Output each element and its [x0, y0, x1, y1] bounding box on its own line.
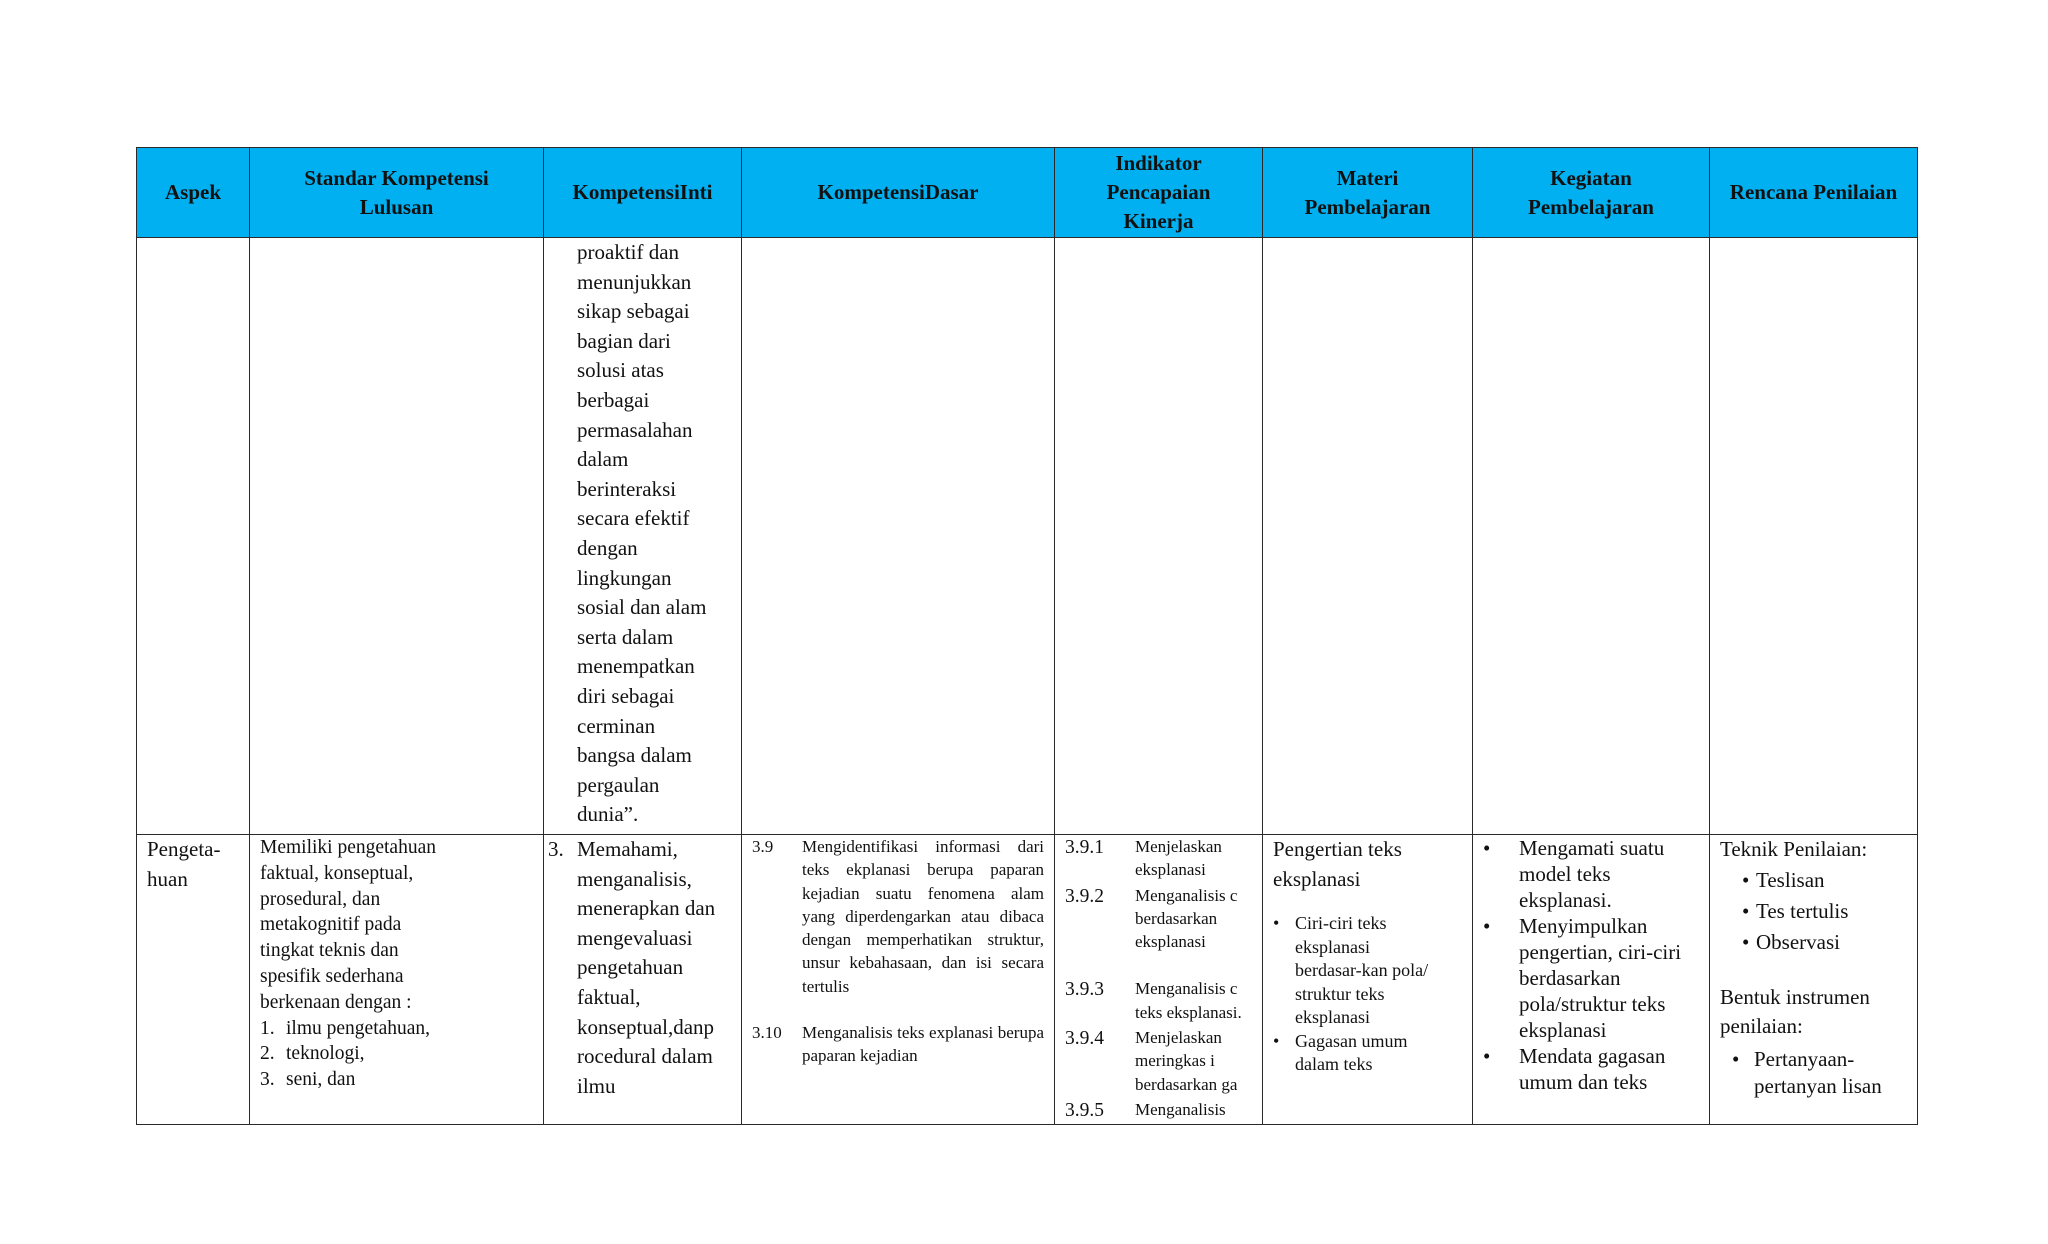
- ki-continuation-line: secara efektif: [577, 506, 690, 531]
- indikator-number: 3.9.5: [1065, 1099, 1104, 1121]
- ki-continuation-line: solusi atas: [577, 358, 664, 383]
- ki-continuation-line: permasalahan: [577, 417, 693, 442]
- kegiatan-line: berdasarkan: [1519, 966, 1621, 990]
- indikator-line: berdasarkan ga: [1135, 1074, 1238, 1094]
- indikator-number: 3.9.1: [1065, 837, 1104, 858]
- indikator-text: [1135, 835, 1262, 882]
- ki-line: konseptual,danp: [577, 1014, 715, 1039]
- ki-continuation-line: diri sebagai: [577, 683, 675, 708]
- ki-continuation-line: berbagai: [577, 387, 650, 412]
- ki-continuation-line: dalam: [577, 447, 629, 472]
- penilaian-cell: [1710, 835, 1918, 1125]
- indikator-line: Menjelaskan: [1135, 1028, 1222, 1048]
- header-indikator: Indikator Pencapaian Kinerja: [1055, 148, 1263, 238]
- materi-intro-line: Pengertian teks: [1273, 837, 1402, 861]
- header-kompetensi-dasar: KompetensiDasar: [742, 148, 1055, 238]
- indikator-number: 3.9.3: [1065, 979, 1104, 1001]
- ki-line: mengevaluasi: [577, 925, 693, 950]
- header-row: [137, 148, 1918, 238]
- cell-empty: [1055, 238, 1263, 835]
- penilaian-teknik-item: • Teslisan: [1742, 865, 1911, 896]
- kegiatan-line: pola/struktur teks: [1519, 992, 1666, 1016]
- aspek-line: huan: [147, 866, 188, 891]
- skl-line: berkenaan dengan :: [260, 991, 412, 1013]
- skl-line: spesifik sederhana: [260, 965, 404, 987]
- continuation-row: [137, 238, 1918, 835]
- penilaian-teknik-item: • Observasi: [1742, 927, 1911, 958]
- ki-line: menganalisis,: [577, 866, 692, 891]
- skl-line: Memiliki pengetahuan: [260, 837, 436, 858]
- materi-intro: [1273, 835, 1466, 894]
- ki-continuation-line: menempatkan: [577, 654, 695, 679]
- kegiatan-item: [1483, 835, 1703, 913]
- ki-continuation-line: sikap sebagai: [577, 299, 690, 324]
- ki-continuation-line: pergaulan: [577, 772, 660, 797]
- penilaian-bentuk-label: [1720, 983, 1911, 1042]
- kd-text: Menganalisis teks explanasi berupa paparan kejadian: [802, 1023, 1044, 1066]
- ki-continuation-line: dengan: [577, 535, 638, 560]
- kegiatan-list: [1483, 835, 1703, 1095]
- ki-continuation-line: bangsa dalam: [577, 743, 692, 768]
- skl-line: prosedural, dan: [260, 888, 381, 910]
- header-materi: Materi Pembelajaran: [1263, 148, 1473, 238]
- ki-line: ilmu: [577, 1073, 616, 1098]
- skl-list-item: [260, 1041, 537, 1067]
- indikator-text: [1135, 884, 1262, 954]
- materi-line: eksplanasi: [1295, 936, 1370, 957]
- indikator-text: [1135, 1098, 1262, 1124]
- ki-continuation-line: lingkungan: [577, 565, 672, 590]
- ki-line: rocedural dalam: [577, 1044, 713, 1069]
- kegiatan-line: umum dan teks: [1519, 1070, 1648, 1094]
- skl-list-number: 2.: [260, 1043, 275, 1065]
- penilaian-bentuk-label-line: penilaian:: [1720, 1014, 1803, 1039]
- indikator-number: 3.9.2: [1065, 885, 1104, 907]
- skl-list-item: [260, 1067, 537, 1093]
- ki-continuation-line: proaktif dan: [577, 240, 680, 264]
- materi-list-item: [1273, 1030, 1466, 1077]
- skl-list-number: 1.: [260, 1017, 275, 1039]
- header-kompetensi-inti: KompetensiInti: [544, 148, 742, 238]
- kd-text: Mengidentifikasi informasi dari teks ekplanasi berupa paparan kejadian suatu fenomena alam yang diperdengarkan atau dibaca dengan memperhatikan struktur, unsur kebahasaan, dan isi secara tertulis: [802, 837, 1044, 996]
- cell-empty: [1710, 238, 1918, 835]
- indikator-item: [1065, 835, 1262, 882]
- cell-empty: [742, 238, 1055, 835]
- indikator-line: Menganalisis c: [1135, 979, 1238, 999]
- kegiatan-line: • Menyimpulkan: [1519, 914, 1648, 938]
- kd-cell: [742, 835, 1055, 1125]
- skl-line: metakognitif pada: [260, 914, 402, 936]
- kegiatan-line: pengertian, ciri-ciri: [1519, 940, 1682, 964]
- kegiatan-line: model teks: [1519, 862, 1611, 886]
- kegiatan-cell: [1473, 835, 1710, 1125]
- header-aspek: Aspek: [137, 148, 250, 238]
- ki-continuation-line: dunia”.: [577, 802, 639, 827]
- kd-item: [752, 1021, 1044, 1068]
- ki-continuation-cell: [544, 238, 742, 835]
- ki-continuation-line: sosial dan alam: [577, 595, 707, 620]
- skl-line: faktual, konseptual,: [260, 862, 414, 884]
- indikator-line: eksplanasi: [1135, 932, 1206, 952]
- kd-number: 3.10: [752, 1023, 782, 1043]
- materi-line: dalam teks: [1295, 1054, 1373, 1075]
- aspek-line: Pengeta-: [147, 837, 221, 861]
- indikator-item: [1065, 884, 1262, 954]
- materi-line: • Ciri-ciri teks: [1295, 913, 1387, 934]
- penilaian-bentuk-line: pertanyan lisan: [1754, 1073, 1882, 1098]
- materi-line: struktur teks: [1295, 983, 1385, 1004]
- indikator-item: [1065, 977, 1262, 1024]
- pengetahuan-row: [137, 835, 1918, 1125]
- header-standar-kompetensi-lulusan: Standar Kompetensi Lulusan: [250, 148, 544, 238]
- penilaian-teknik-label: Teknik Penilaian:: [1720, 837, 1868, 861]
- kegiatan-line: eksplanasi.: [1519, 888, 1612, 912]
- indikator-item: [1065, 1026, 1262, 1096]
- kegiatan-line: • Mengamati suatu: [1519, 836, 1665, 860]
- aspek-cell: [137, 835, 250, 1125]
- ki-continuation-line: menunjukkan: [577, 269, 692, 294]
- indikator-cell: [1055, 835, 1263, 1125]
- ki-continuation-text: [544, 238, 741, 834]
- kd-number: 3.9: [752, 837, 774, 856]
- cell-empty: [250, 238, 544, 835]
- ki-line: faktual,: [577, 984, 641, 1009]
- indikator-line: meringkas i: [1135, 1051, 1215, 1071]
- skl-list-text: ilmu pengetahuan,: [286, 1017, 431, 1039]
- materi-line: berdasar-kan pola/: [1295, 960, 1429, 981]
- materi-line: • Gagasan umum: [1295, 1030, 1408, 1051]
- ki-line: pengetahuan: [577, 955, 684, 980]
- ki-continuation-line: serta dalam: [577, 624, 674, 649]
- header-rencana-penilaian: Rencana Penilaian: [1710, 148, 1918, 238]
- cell-empty: [1473, 238, 1710, 835]
- header-kegiatan: Kegiatan Pembelajaran: [1473, 148, 1710, 238]
- ki-line: Memahami,: [577, 837, 678, 861]
- kegiatan-line: eksplanasi: [1519, 1018, 1607, 1042]
- materi-intro-line: eksplanasi: [1273, 866, 1361, 891]
- indikator-line: teks eksplanasi.: [1135, 1002, 1242, 1022]
- cell-empty: [1263, 238, 1473, 835]
- skl-list-text: teknologi,: [286, 1043, 365, 1065]
- cell-empty: [137, 238, 250, 835]
- ki-continuation-line: berinteraksi: [577, 476, 677, 501]
- indikator-item: [1065, 1098, 1262, 1124]
- materi-cell: [1263, 835, 1473, 1125]
- penilaian-bentuk-list: [1720, 1046, 1911, 1100]
- indikator-line: eksplanasi: [1135, 860, 1206, 880]
- indikator-line: Menganalisis c: [1135, 885, 1238, 905]
- skl-list-number: 3.: [260, 1069, 275, 1091]
- kegiatan-line: • Mendata gagasan: [1519, 1044, 1666, 1068]
- skl-cell: [250, 835, 544, 1125]
- penilaian-bentuk-label-line: Bentuk instrumen: [1720, 984, 1870, 1009]
- ki-number: 3.: [548, 837, 564, 861]
- skl-line: tingkat teknis dan: [260, 940, 399, 962]
- ki-line: menerapkan dan: [577, 896, 716, 921]
- indikator-line: Menganalisis: [1135, 1099, 1226, 1119]
- indikator-text: [1135, 1026, 1262, 1096]
- ki-continuation-line: bagian dari: [577, 328, 671, 353]
- materi-line: eksplanasi: [1295, 1007, 1370, 1028]
- skl-list-item: [260, 1016, 537, 1042]
- kegiatan-item: [1483, 913, 1703, 1043]
- kegiatan-item: [1483, 1043, 1703, 1095]
- penilaian-teknik-list: [1720, 865, 1911, 958]
- rpp-table: [136, 147, 1918, 1125]
- indikator-line: berdasarkan: [1135, 908, 1218, 928]
- penilaian-bentuk-item: [1732, 1046, 1911, 1100]
- kd-item: [752, 835, 1044, 998]
- materi-list: [1273, 912, 1466, 1077]
- indikator-text: [1135, 977, 1262, 1024]
- skl-list-text: seni, dan: [286, 1069, 356, 1091]
- penilaian-teknik-item: • Tes tertulis: [1742, 896, 1911, 927]
- ki-cell: [544, 835, 742, 1125]
- indikator-number: 3.9.4: [1065, 1028, 1104, 1050]
- penilaian-bentuk-line: • Pertanyaan-: [1754, 1046, 1855, 1071]
- materi-list-item: [1273, 912, 1466, 1030]
- ki-continuation-line: cerminan: [577, 713, 656, 738]
- indikator-line: Menjelaskan: [1135, 837, 1222, 856]
